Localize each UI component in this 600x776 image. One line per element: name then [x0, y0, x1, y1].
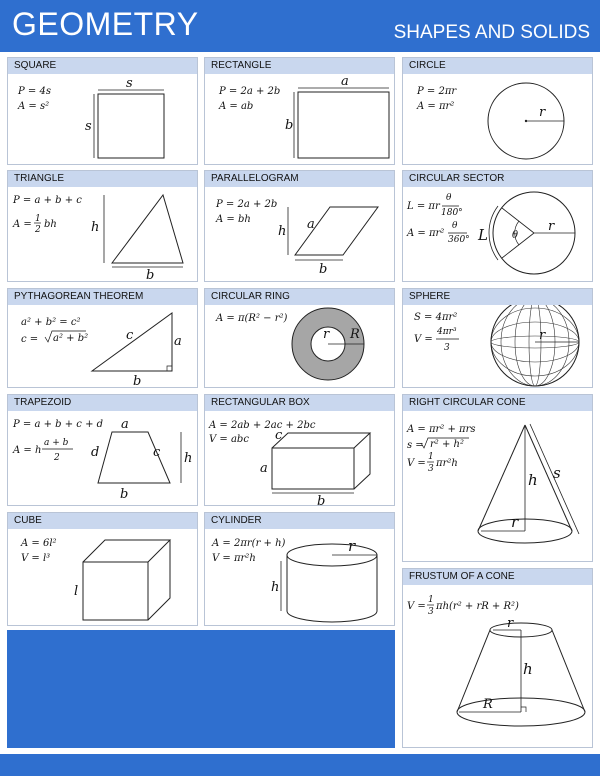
parallelogram-diagram [205, 187, 394, 281]
pythagorean-c-label: c [126, 328, 134, 343]
parallelogram-a-label: a [307, 217, 315, 232]
cone-volume-num: 1 [428, 452, 434, 462]
frustum-title: FRUSTUM OF A CONE [403, 569, 592, 585]
triangle-card [7, 170, 198, 282]
cylinder-volume-formula: V = πr²h [212, 553, 256, 564]
trapezoid-card [7, 394, 198, 506]
svg-text:2: 2 [35, 225, 41, 235]
pythagorean-card [7, 288, 198, 388]
pythagorean-formula: a² + b² = c² [21, 317, 81, 328]
triangle-title: TRIANGLE [8, 171, 197, 187]
circle-card [402, 57, 593, 165]
page-footer-bar [0, 754, 600, 776]
parallelogram-area-formula: A = bh [216, 214, 251, 225]
rectangle-a-label: a [341, 74, 349, 89]
square-area-formula: A = s² [18, 101, 50, 112]
pythagorean-b-label: b [133, 374, 142, 387]
sector-L-label: L [478, 226, 488, 244]
rectangle-card [204, 57, 395, 165]
cylinder-r-label: r [348, 537, 356, 555]
cube-diagram [8, 529, 197, 625]
cylinder-area-formula: A = 2πr(r + h) [212, 538, 286, 549]
box-c-label: c [275, 428, 283, 443]
svg-text:1: 1 [35, 214, 41, 224]
parallelogram-b-label: b [319, 262, 328, 277]
trapezoid-a-label: a [121, 417, 129, 432]
blank-blue-panel [7, 630, 395, 748]
cone-h-label: h [528, 471, 538, 489]
sphere-volume-num: 4πr³ [437, 327, 457, 337]
rectangle-area-formula: A = ab [219, 101, 254, 112]
ring-title: CIRCULAR RING [205, 289, 394, 305]
sector-area-num: θ [452, 221, 458, 231]
cylinder-title: CYLINDER [205, 513, 394, 529]
square-diagram [8, 74, 197, 164]
pythagorean-c-radicand: a² + b² [53, 333, 89, 344]
triangle-area-suffix: bh [44, 219, 57, 230]
cylinder-diagram [205, 529, 394, 625]
parallelogram-perimeter-formula: P = 2a + 2b [216, 199, 278, 210]
box-volume-formula: V = abc [209, 434, 249, 445]
frustum-R-label: R [483, 697, 493, 712]
box-area-formula: A = 2ab + 2ac + 2bc [209, 420, 316, 431]
trapezoid-title: TRAPEZOID [8, 395, 197, 411]
box-title: RECTANGULAR BOX [205, 395, 394, 411]
trapezoid-diagram [8, 411, 197, 505]
sector-area-den: 360° [448, 235, 470, 245]
sphere-volume-prefix: V = [414, 334, 433, 345]
cylinder-h-label: h [271, 580, 280, 595]
box-diagram [205, 411, 394, 505]
trapezoid-h-label: h [184, 451, 193, 466]
triangle-perimeter-formula: P = a + b + c [13, 195, 82, 206]
cube-l-label: l [74, 584, 79, 599]
sphere-title: SPHERE [403, 289, 592, 305]
trapezoid-area-prefix: A = h [13, 445, 42, 456]
box-a-label: a [260, 461, 268, 476]
pythagorean-diagram [8, 305, 197, 387]
trapezoid-d-label: d [91, 445, 100, 460]
cylinder-card [204, 512, 395, 626]
frustum-volume-num: 1 [428, 595, 434, 605]
sector-area-prefix: A = πr² [407, 228, 445, 239]
trapezoid-area-num: a + b [44, 438, 69, 448]
square-side-label: s [85, 119, 92, 134]
ring-outer-radius-label: R [350, 327, 360, 342]
box-b-label: b [317, 494, 326, 505]
trapezoid-c-label: c [153, 445, 161, 460]
sector-theta-label: θ [512, 230, 519, 241]
trapezoid-perimeter-formula: P = a + b + c + d [13, 419, 104, 430]
triangle-diagram [8, 187, 197, 281]
box-card [204, 394, 395, 506]
cone-card [402, 394, 593, 562]
sector-diagram [403, 187, 592, 281]
pythagorean-title: PYTHAGOREAN THEOREM [8, 289, 197, 305]
sphere-radius-label: r [539, 328, 546, 343]
cone-slant-prefix: s = [407, 440, 424, 451]
cone-diagram [403, 411, 592, 561]
pythagorean-a-label: a [174, 334, 182, 349]
sector-title: CIRCULAR SECTOR [403, 171, 592, 187]
page-header [0, 0, 600, 52]
cone-slant-radicand: r² + h² [430, 439, 464, 450]
sphere-surface-formula: S = 4πr² [414, 312, 458, 323]
frustum-card [402, 568, 593, 748]
cone-area-formula: A = πr² + πrs [407, 424, 476, 435]
sphere-diagram [403, 305, 592, 387]
circle-perimeter-formula: P = 2πr [417, 86, 457, 97]
page-subtitle: SHAPES AND SOLIDS [393, 22, 590, 43]
parallelogram-title: PARALLELOGRAM [205, 171, 394, 187]
trapezoid-area-den: 2 [54, 453, 60, 463]
square-top-label: s [126, 76, 133, 91]
cone-volume-suffix: πr²h [436, 458, 458, 469]
triangle-b-label: b [146, 268, 155, 281]
frustum-h-label: h [523, 660, 533, 678]
pythagorean-c-prefix: c = [21, 334, 39, 345]
sector-length-den: 180° [441, 208, 463, 218]
cone-title: RIGHT CIRCULAR CONE [403, 395, 592, 411]
cube-card [7, 512, 198, 626]
frustum-diagram [403, 585, 592, 747]
parallelogram-h-label: h [278, 224, 287, 239]
page-title: GEOMETRY [12, 6, 199, 42]
sector-card [402, 170, 593, 282]
square-perimeter-formula: P = 4s [18, 86, 51, 97]
parallelogram-card [204, 170, 395, 282]
cube-area-formula: A = 6l² [21, 538, 57, 549]
circle-area-formula: A = πr² [417, 101, 455, 112]
rectangle-b-label: b [285, 118, 294, 133]
circle-title: CIRCLE [403, 58, 592, 74]
sector-length-prefix: L = πr [407, 201, 440, 212]
sector-length-num: θ [446, 193, 452, 203]
circle-radius-label: r [539, 105, 546, 120]
frustum-r-label: r [507, 616, 514, 631]
frustum-volume-prefix: V = [407, 601, 426, 612]
ring-card [204, 288, 395, 388]
sphere-card [402, 288, 593, 388]
frustum-volume-den: 3 [428, 607, 434, 617]
sector-r-label: r [548, 219, 555, 234]
trapezoid-b-label: b [120, 487, 129, 502]
circle-diagram [403, 74, 592, 164]
sphere-volume-den: 3 [444, 343, 450, 353]
triangle-h-label: h [91, 220, 100, 235]
square-card [7, 57, 198, 165]
ring-inner-radius-label: r [323, 327, 330, 342]
frustum-volume-suffix: πh(r² + rR + R²) [436, 601, 519, 612]
cone-r-label: r [511, 513, 519, 531]
ring-diagram [205, 305, 394, 387]
rectangle-title: RECTANGLE [205, 58, 394, 74]
cone-volume-prefix: V = [407, 458, 426, 469]
cone-s-label: s [553, 464, 561, 482]
rectangle-perimeter-formula: P = 2a + 2b [219, 86, 281, 97]
ring-area-formula: A = π(R² − r²) [216, 313, 288, 324]
triangle-area-prefix: A = [13, 219, 32, 230]
rectangle-diagram [205, 74, 394, 164]
cone-volume-den: 3 [428, 464, 434, 474]
cube-volume-formula: V = l³ [21, 553, 51, 564]
cube-title: CUBE [8, 513, 197, 529]
square-title: SQUARE [8, 58, 197, 74]
